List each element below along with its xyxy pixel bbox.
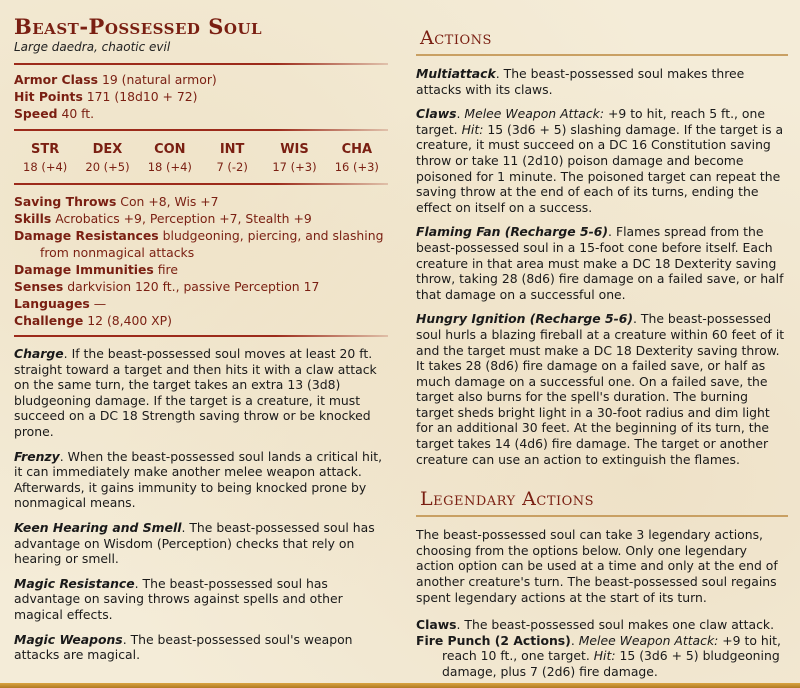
monster-name: Beast-Possessed Soul (14, 14, 263, 39)
damage-immunities: Damage Immunities fire (14, 262, 178, 277)
action-flaming-fan: Flaming Fan (Recharge 5-6). Flames spread from the beast-possessed soul in a 15-foot cone before itself. Each creature in that area must make a DC 18 Dexterity saving throw, taking 28 (8d6) fire damage on a failed save, or half that damage on a successful one. (416, 224, 784, 302)
languages: Languages — (14, 296, 107, 311)
actions-heading: Actions (420, 27, 492, 49)
divider (14, 129, 388, 131)
action-multiattack: Multiattack. The beast-possessed soul makes three attacks with its claws. (416, 66, 745, 97)
left-column (14, 14, 388, 672)
detail-stats (14, 193, 388, 329)
speed: Speed 40 ft. (14, 106, 95, 121)
legendary-rule (416, 515, 788, 517)
ability-str: STR 18 (+4) (23, 142, 68, 174)
ability-wis: WIS 17 (+3) (272, 142, 317, 174)
ability-con: CON 18 (+4) (147, 142, 192, 174)
skills: Skills Acrobatics +9, Perception +7, Stealth +9 (14, 211, 312, 226)
challenge: Challenge 12 (8,400 XP) (14, 313, 172, 328)
monster-meta: Large daedra, chaotic evil (14, 40, 171, 54)
senses: Senses darkvision 120 ft., passive Perception 17 (14, 279, 320, 294)
right-column (416, 26, 788, 680)
divider (14, 183, 388, 185)
ability-cha: CHA 16 (+3) (334, 142, 379, 174)
legendary-fire-punch: Fire Punch (2 Actions). Melee Weapon Attack: +9 to hit, reach 10 ft., one target. Hit: 15 (3d6 + 5) bludgeoning damage, plus 7 (2d6) fire damage. (416, 632, 781, 679)
legendary-claws: Claws. The beast-possessed soul makes one claw attack. (416, 617, 775, 633)
page-border (0, 683, 800, 688)
hit-points: Hit Points 171 (18d10 + 72) (14, 89, 198, 104)
trait-frenzy: Frenzy. When the beast-possessed soul lands a critical hit, it can immediately make another melee weapon attack. Afterwards, it gains immunity to being knocked prone by nonmagical means. (14, 448, 383, 511)
trait-magic-resistance: Magic Resistance. The beast-possessed soul has advantage on saving throws against spells and other magical effects. (14, 575, 343, 622)
action-claws: Claws. Melee Weapon Attack: +9 to hit, reach 5 ft., one target. Hit: 15 (3d6 + 5) slashing damage. If the target is a creature, it must succeed on a DC 16 Constitution saving throw or take 11 (2d10) poison damage and become poisoned for 1 minute. The poisoned target can repeat the saving throw at the end of each of its turns, ending the effect on itself on a success. (416, 106, 784, 215)
legendary-actions-heading: Legendary Actions (420, 488, 595, 511)
basic-stats (14, 71, 388, 122)
actions-rule (416, 54, 788, 56)
action-hungry-ignition: Hungry Ignition (Recharge 5-6). The beast-possessed soul hurls a blazing fireball at a creature within 60 feet of it and the target must make a DC 18 Dexterity saving throw. It takes 28 (8d6) fire damage on a failed save, or half as much damage on a successful one. On a failed save, the target also burns for the spell's duration. The burning target sheds bright light in a 30-foot radius and dim light for an additional 30 feet. At the beginning of its turn, the target takes 14 (4d6) fire damage. The target or another creature can use an action to extinguish the flames. (416, 311, 785, 467)
damage-resistances: Damage Resistances bludgeoning, piercing, and slashing from nonmagical attacks (14, 228, 384, 260)
saving-throws: Saving Throws Con +8, Wis +7 (14, 194, 219, 209)
trait-keen-hearing: Keen Hearing and Smell. The beast-possessed soul has advantage on Wisdom (Perception) checks that rely on hearing or smell. (14, 519, 375, 567)
ability-scores (14, 141, 388, 175)
divider (14, 63, 388, 65)
ability-dex: DEX 20 (+5) (85, 142, 130, 174)
ability-int: INT 7 (-2) (216, 142, 248, 174)
armor-class: Armor Class 19 (natural armor) (14, 72, 217, 87)
divider (14, 335, 388, 337)
trait-magic-weapons: Magic Weapons. The beast-possessed soul's weapon attacks are magical. (14, 631, 353, 663)
trait-charge: Charge. If the beast-possessed soul moves at least 20 ft. straight toward a target and then hits it with a claw attack on the same turn, the target takes an extra 13 (3d8) bludgeoning damage. If the target is a creature, it must succeed on a DC 18 Strength saving throw or be knocked prone. (14, 346, 377, 439)
traits-list (14, 346, 388, 663)
legendary-intro: The beast-possessed soul can take 3 legendary actions, choosing from the options below. Only one legendary action option can be used at a time and only at the end of another creature's turn. The beast-possessed soul regains spent legendary actions at the start of its turn. (416, 527, 778, 605)
